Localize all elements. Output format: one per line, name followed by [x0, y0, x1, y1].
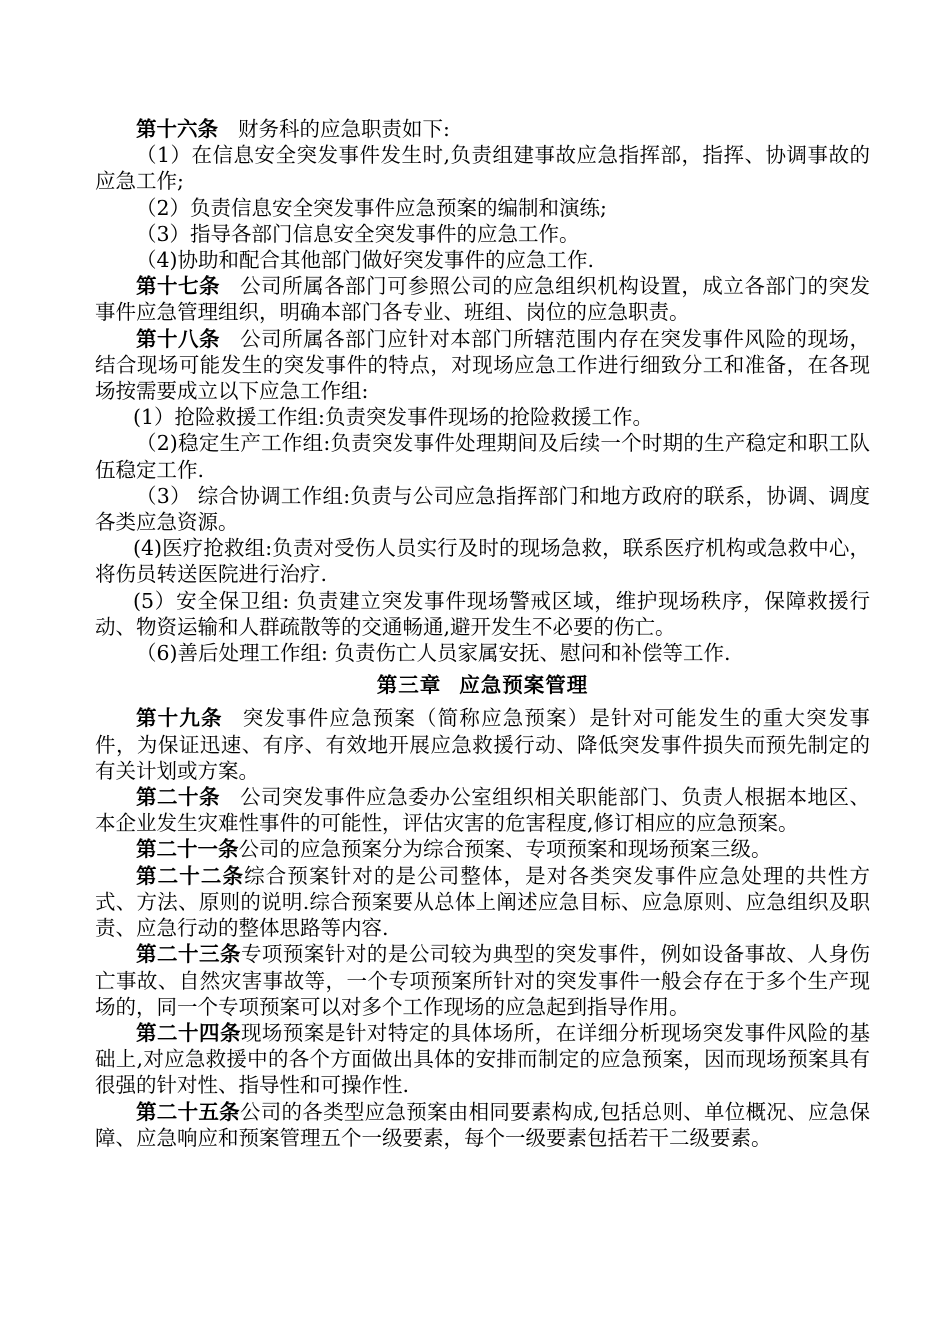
- article-16-item-1: （1）在信息安全突发事件发生时,负责组建事故应急指挥部，指挥、协调事故的应急工作;: [95, 143, 870, 194]
- chapter-heading: [95, 672, 870, 698]
- article-22-title: 第二十二条: [136, 863, 245, 888]
- article-18-title: 第十八条: [136, 326, 221, 351]
- article-18-text: 公司所属各部门应针对本部门所辖范围内存在突发事件风险的现场，结合现场可能发生的突发事件的特点，对现场应急工作进行细致分工和准备，在各现场按需要成立以下应急工作组:: [95, 326, 871, 404]
- article-18: [95, 326, 870, 405]
- article-20-title: 第二十条: [136, 785, 221, 810]
- article-16-item-4: （4)协助和配合其他部门做好突发事件的应急工作.: [136, 248, 595, 273]
- article-16-text: 财务科的应急职责如下:: [238, 117, 450, 141]
- chapter-title: 应急预案管理: [459, 673, 589, 698]
- article-18-item-6: （6)善后处理工作组: 负责伤亡人员家属安抚、慰问和补偿等工作.: [136, 641, 731, 666]
- article-23-title: 第二十三条: [136, 942, 241, 967]
- article-18-item-1: (1）抢险救援工作组:负责突发事件现场的抢险救援工作。: [133, 405, 653, 430]
- article-21-text: 公司的应急预案分为综合预案、专项预案和现场预案三级。: [238, 837, 772, 862]
- article-16-item-2: （2）负责信息安全突发事件应急预案的编制和演练;: [136, 195, 607, 220]
- article-24: [95, 1020, 870, 1099]
- article-18-item-3: （3） 综合协调工作组:负责与公司应急指挥部门和地方政府的联系，协调、调度各类应急资源。: [95, 483, 870, 535]
- article-23-text: 专项预案针对的是公司较为典型的突发事件，例如设备事故、人身伤亡事故、自然灾害事故等，一个专项预案所针对的突发事件一般会存在于多个生产现场的，同一个专项预案可以对多个工作现场的应急起到指导作用。: [95, 942, 871, 1019]
- article-17-text: 公司所属各部门可参照公司的应急组织机构设置，成立各部门的突发事件应急管理组织，明确本部门各专业、班组、岗位的应急职责。: [95, 274, 871, 325]
- article-20-text: 公司突发事件应急委办公室组织相关职能部门、负责人根据本地区、本企业发生灾难性事件的可能性，评估灾害的危害程度,修订相应的应急预案。: [95, 785, 871, 836]
- article-16: [95, 116, 870, 142]
- article-16-title: 第十六条: [136, 117, 218, 141]
- article-19-text: 突发事件应急预案（简称应急预案）是针对可能发生的重大突发事件，为保证迅速、有序、有效地开展应急救援行动、降低突发事件损失而预先制定的有关计划或方案。: [95, 706, 870, 783]
- article-17-title: 第十七条: [136, 274, 221, 299]
- article-21: [95, 836, 870, 862]
- article-25-text: 公司的各类型应急预案由相同要素构成,包括总则、单位概况、应急保障、应急响应和预案管理五个一级要素，每个一级要素包括若干二级要素。: [95, 1099, 871, 1150]
- article-18-item-4: (4)医疗抢救组:负责对受伤人员实行及时的现场急救，联系医疗机构或急救中心，将伤员转送医院进行治疗.: [95, 536, 870, 587]
- article-24-title: 第二十四条: [136, 1020, 241, 1045]
- document-page: [95, 116, 870, 1151]
- article-20: [95, 784, 870, 836]
- chapter-number: 第三章: [376, 673, 442, 698]
- article-21-title: 第二十一条: [136, 837, 239, 862]
- article-16-item-3: （3）指导各部门信息安全突发事件的应急工作。: [136, 221, 580, 246]
- article-25-title: 第二十五条: [136, 1099, 240, 1124]
- article-24-text: 现场预案是针对特定的具体场所，在详细分析现场突发事件风险的基础上,对应急救援中的各个方面做出具体的安排而制定的应急预案，因而现场预案具有很强的针对性、指导性和可操作性.: [95, 1020, 871, 1098]
- article-19: [95, 705, 870, 784]
- article-17: [95, 273, 870, 325]
- article-22-text: 综合预案针对的是公司整体，是对各类突发事件应急处理的共性方式、方法、原则的说明.综合预案要从总体上阐述应急目标、应急原则、应急组织及职责、应急行动的整体思路等内容.: [95, 863, 871, 941]
- article-18-item-5: (5）安全保卫组: 负责建立突发事件现场警戒区域，维护现场秩序，保障救援行动、物资运输和人群疏散等的交通畅通,避开发生不必要的伤亡。: [95, 588, 870, 639]
- article-25: [95, 1099, 870, 1151]
- article-19-title: 第十九条: [136, 706, 223, 731]
- article-18-item-2: （2)稳定生产工作组:负责突发事件处理期间及后续一个时期的生产稳定和职工队伍稳定工作.: [95, 431, 870, 482]
- article-22: [95, 863, 870, 942]
- article-23: [95, 941, 870, 1020]
